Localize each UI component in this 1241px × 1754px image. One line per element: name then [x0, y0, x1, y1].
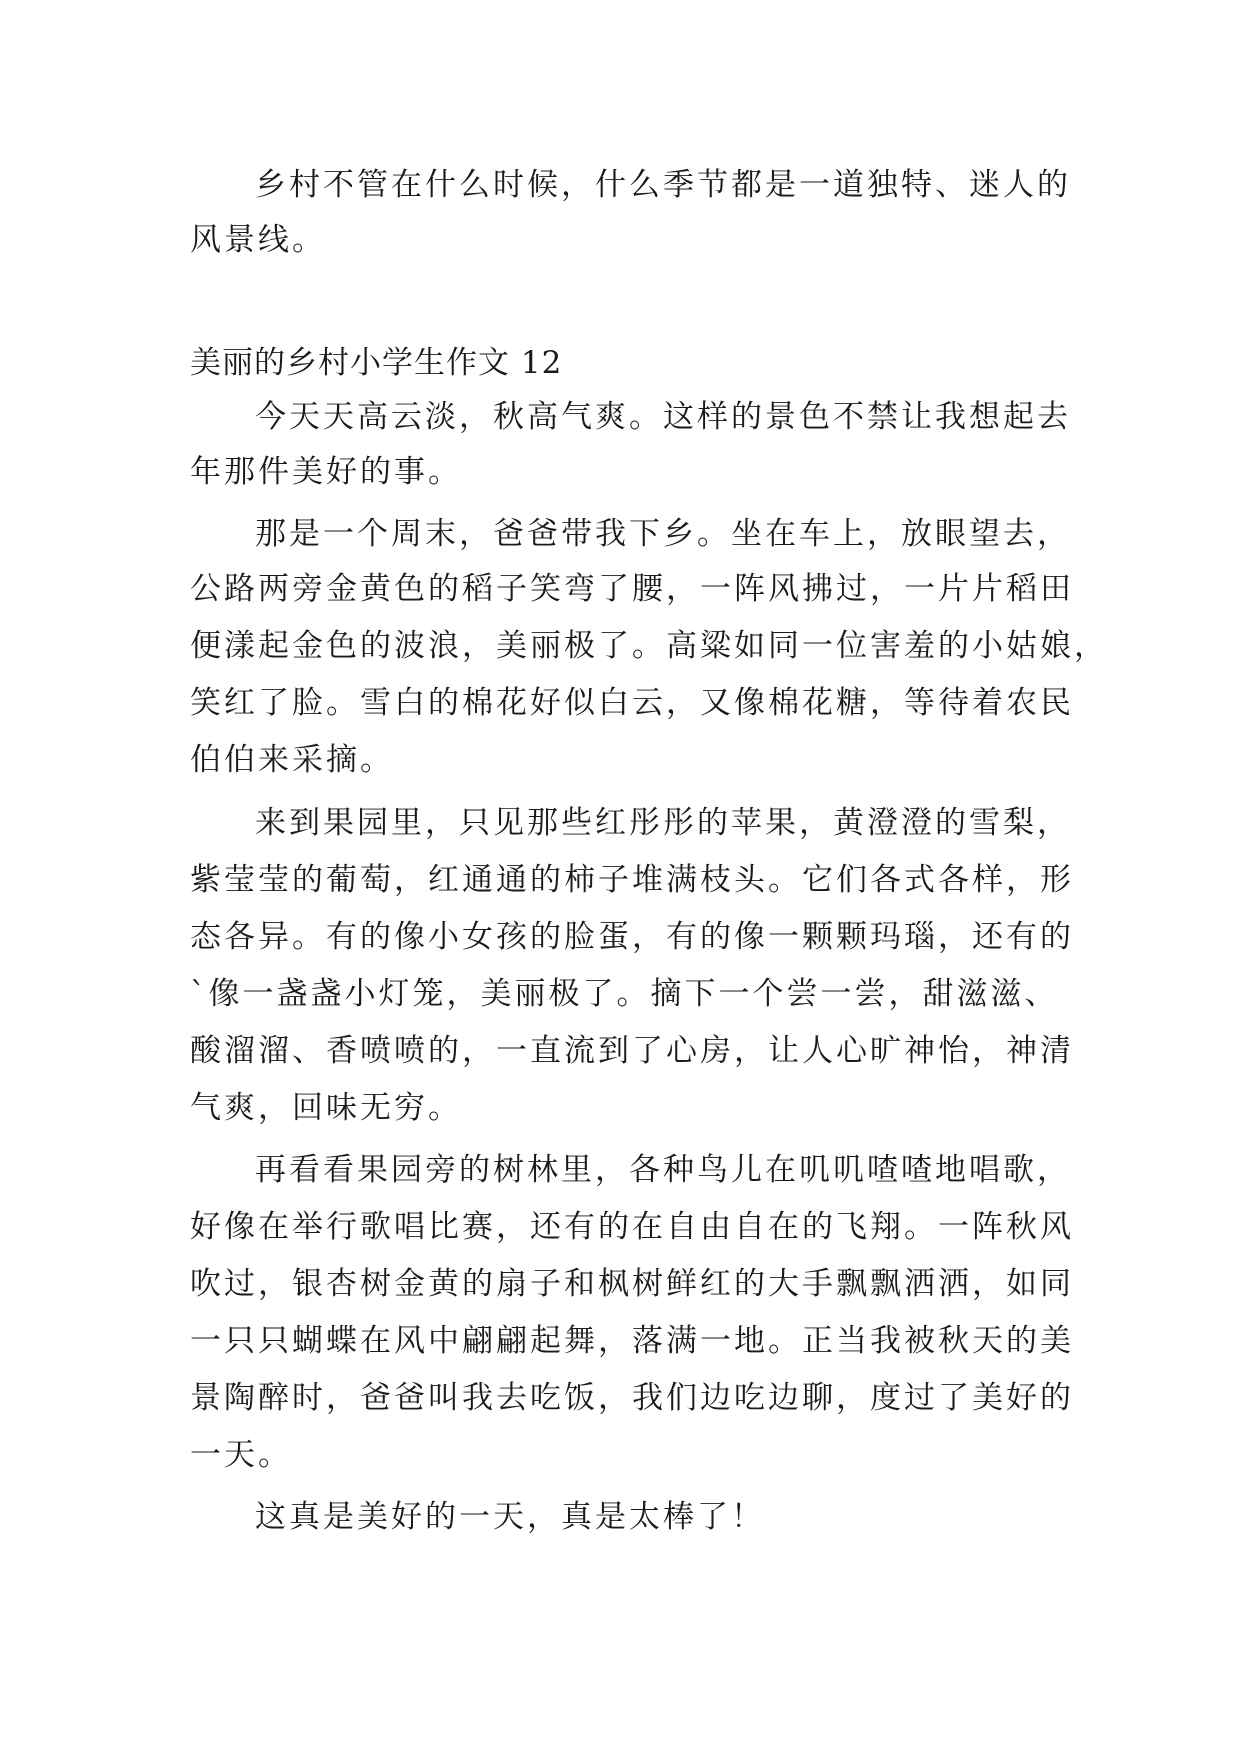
paragraph-line: 来到果园里，只见那些红彤彤的苹果，黄澄澄的雪梨，: [255, 805, 1071, 841]
paragraph-line: 再看看果园旁的树林里，各种鸟儿在叽叽喳喳地唱歌，: [255, 1152, 1071, 1188]
paragraph-line: 一只只蝴蝶在风中翩翩起舞，落满一地。正当我被秋天的美: [190, 1323, 1074, 1359]
paragraph-line: 一天。: [190, 1437, 292, 1473]
paragraph-line: `像一盏盏小灯笼，美丽极了。摘下一个尝一尝，甜滋滋、: [190, 976, 1059, 1012]
paragraph-line: 紫莹莹的葡萄，红通通的柿子堆满枝头。它们各式各样，形: [190, 862, 1074, 898]
paragraph-line: 今天天高云淡，秋高气爽。这样的景色不禁让我想起去: [255, 399, 1071, 435]
paragraph-line: 笑红了脸。雪白的棉花好似白云，又像棉花糖，等待着农民: [190, 685, 1074, 721]
essay-title: 美丽的乡村小学生作文 12: [190, 345, 563, 381]
paragraph-line: 伯伯来采摘。: [190, 742, 394, 778]
paragraph-line: 那是一个周末，爸爸带我下乡。坐在车上，放眼望去，: [255, 516, 1071, 552]
paragraph-line: 气爽，回味无穷。: [190, 1090, 462, 1126]
paragraph-line: 风景线。: [190, 222, 326, 258]
paragraph-line: 景陶醉时，爸爸叫我去吃饭，我们边吃边聊，度过了美好的: [190, 1380, 1074, 1416]
paragraph-line: 吹过，银杏树金黄的扇子和枫树鲜红的大手飘飘洒洒，如同: [190, 1266, 1074, 1302]
paragraph-line: 酸溜溜、香喷喷的，一直流到了心房，让人心旷神怡，神清: [190, 1033, 1074, 1069]
paragraph-line: 乡村不管在什么时候，什么季节都是一道独特、迷人的: [255, 167, 1071, 203]
paragraph-line: 这真是美好的一天，真是太棒了！: [255, 1499, 765, 1535]
paragraph-line: 公路两旁金黄色的稻子笑弯了腰，一阵风拂过，一片片稻田: [190, 571, 1074, 607]
paragraph-line: 好像在举行歌唱比赛，还有的在自由自在的飞翔。一阵秋风: [190, 1209, 1074, 1245]
paragraph-line: 年那件美好的事。: [190, 454, 462, 490]
paragraph-line: 态各异。有的像小女孩的脸蛋，有的像一颗颗玛瑙，还有的: [190, 919, 1074, 955]
paragraph-line: 便漾起金色的波浪，美丽极了。高粱如同一位害羞的小姑娘，: [190, 628, 1108, 664]
